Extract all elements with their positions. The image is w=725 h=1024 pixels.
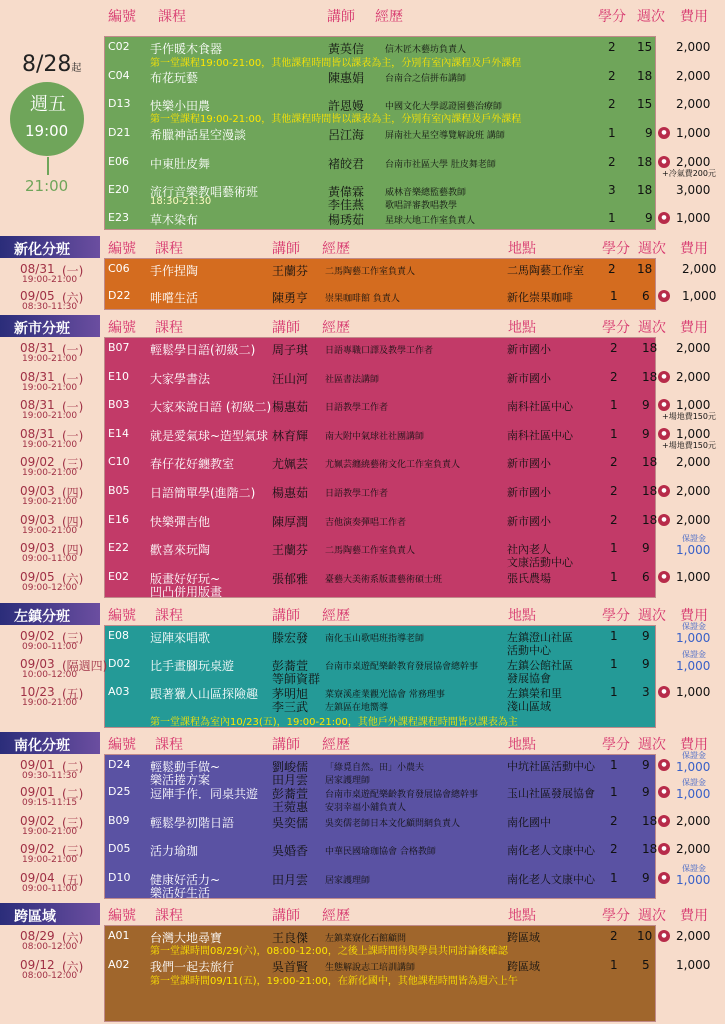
time: 09:00-11:00 (22, 554, 78, 565)
teacher-2: 李三武 (272, 700, 309, 714)
schedule-page: 編號 課程 講師 經歷 學分 週次 費用 8/28起 週五 19:00 21:00 C02 手作暖木食器 黃英信 信木匠木藝坊負責人 2 15 2,000 第一堂課程19:00-21:00，其他課程時間皆以課表為主，分別有室內課程及戶外課程 C04 布花玩藝 陳惠娟 台南合之信拼布講師 2 18 2,000 D13 快樂小田農 許恩嫚 中國文化大學認證園藝治療師 2 15 2,000 第一堂課程19:00-21:00，其他課程時間皆以課表為主，分別有室內課程及戶外課程 D21 希臘神話星空漫談 呂江海 屏南社大星空導覽解說班 講師 1 9 ● 1,000 E06 中東肚皮舞 褚皎君 台南市社區大學 肚皮舞老師 2 18 ● 2,000 +冷氣費200元 E20 流行音樂教唱藝術班 18:30-21:30 黃偉霖 李佳燕 威林音樂總監藝教師 歌唱評審教唱教學 3 18 3,000 E23 草木染布 楊琇茹 星球大地工作室負責人 1 9 ● 1,000 新化分班 編號 課程 講師 經歷 地點 學分 週次 費用 08/31 (一) 19:00-21:00 C06 手作捏陶 王蘭芬 二馬陶藝工作室負責人 二馬陶藝工作室 2 18 2,000 09/05 (六) 08:30-11:30 D22 啡嚐生活 陳勇亨 崇果咖啡館 負責人 新化崇果咖啡 1 6 ● 1,000 新市分班 編號 課程 講師 經歷 地點 學分 週次 費用 08/31 (一) 19:00-21:00 B07 輕鬆學日語(初級二) 周子琪 日語專職口譯及教學工作者 新市國小 2 18 2,000 08/31 (一) 19:00-21:00 E10 大家學書法 汪山河 社區書法講師 新市國小 2 18 2,000 ● 08/31 (一) 19:00-21:00 B03 大家來說日語 (初級二) 楊惠茹 日語教學工作者 南科社區中心 1 9 1,000 +場地費150元 ● 08/31 (一) 19:00-21:00 E14 就是愛氣球~造型氣球 林育輝 南大附中氣球社社團講師 南科社區中心 1 9 1,000 +場地費150元 ● 09/02 (三) 19:00-21:00 C10 春仔花好纏教室 尤姵芸 尤姵芸纏繞藝術文化工作室負責人 新市國小 2 18 2,000 09/03 (四) 19:00-21:00 B05 日語簡單學(進階二) 楊惠茹 日語教學工作者 新市國小 2 18 2,000 ● 09/03 (四) 19:00-21:00 E16 快樂彈吉他 陳厚潤 吉他演奏彈唱工作者 新市國小 2 18 2,000 ● 09/03 (四) 09:00-11:00 E22 歡喜來玩陶 王蘭芬 二馬陶藝工作室負責人 社內老人 文康活動中心 1 9 保證金 1,000 09/05 (六) 09:00-12:00 E02 版畫好好玩~ 凹凸併用版畫 張郁雅 臺藝大美術系版畫藝術碩士班 張氏農場 1 6 1,000 ● 左鎮分班 編號 課程 講師 經歷 地點 學分 週次 費用 09/02 (三) 09:00-11:00 E08 逗陣來唱歌 滕宏發 南化玉山歌唱班指導老師 左鎮澄山社區 活動中心 1 9 保證金 1,000 09/03 (隔週四) 10:00-12:00 D02 比手畫腳玩桌遊 彭蕎萱 等師資群 台南市桌遊配樂齡教育發展協會總幹事 左鎮公館社區 發展協會 1 9 保證金 1,000 10/23 (五) 19:00-21:00 A03 跟著獵人山區探險趣 茅明旭 李三武 菜寮溪產業觀光協會 常務理事 左鎮區在地嚮導 左鎮榮和里 淺山區域 1 3 1,000 ● 第一堂課程為室內10/23(五)，19:00-21:00，其他戶外課程課程時間皆以課表為主 南化分班 編號 課程 講師 經歷 地點 學分 週次 費用 09/01 (二) 09:30-11:30 D24 輕鬆動手做~ 樂活捲方案 劉峻儒 田月雲 「綠覓自然。田」小農夫 居家護理師 中坑社區活動中心 1 9 保證金 1,000 ● 09/01 (二) 09:15-11:15 D25 逗陣手作．同桌共遊 彭蕎萱 王菀惠 台南市桌遊配樂齡教育發展協會總幹事 安羽幸福小舖負責人 玉山社區發展協會 1 9 保證金 1,000 ● 09/02 (三) 19:00-21:00 B09 輕鬆學初階日語 吳奕儒 吳奕儒老師日本文化顧問網負責人 南化國中 2 18 2,000 ● 09/02 (三) 19:00-21:00 D05 活力瑜珈 吳婚香 中華民國瑜珈協會 合格教師 南化老人文康中心 2 18 2,000 ● 09/04 (五) 09:00-11:00 D10 健康好活力~ 樂活好生活 田月雲 居家護理師 南化老人文康中心 1 9 保證金 1,000 ● 跨區域 編號 課程 講師 經歷 地點 學分 週次 費用 08/29 (六) 08:00-12:00 A01 台灣大地尋寶 王良傑 左鎮菜寮化石館顧問 跨區域 2 10 ● 2,000 第一堂課時間08/29(六)，08:00-12:00，之後上課時間待與學員共同討論後確認 09/12 (六) 08:00-12:00 A02 我們一起去旅行 吳首賢 生態解說志工培訓講師 跨區域 1 5 1,000 第一堂課時間09/11(五)，19:00-21:00，在新化國中，其他課程時間皆為週六上午 (0, 0, 725, 1024)
weekday: (二) (62, 760, 84, 774)
cross-header: 跨區域 編號 課程 講師 經歷 地點 學分 週次 費用 (0, 903, 725, 925)
weeks: 9 (642, 758, 650, 772)
deposit-label: 保證金 (682, 650, 706, 659)
person-icon: ● (658, 843, 670, 855)
experience: 中華民國瑜珈協會 合格教師 (325, 847, 436, 857)
weekday: (五) (62, 873, 84, 887)
col-credit: 學分 (598, 9, 626, 25)
time: 09:30-11:30 (22, 771, 78, 781)
date: 09/02 (20, 842, 55, 856)
weeks: 18 (642, 369, 658, 384)
course-name: 大家學書法 (150, 371, 211, 386)
place-2: 文康活動中心 (507, 556, 573, 570)
weekday: (隔週四) (62, 659, 108, 673)
course-name: 輕鬆學日語(初級二) (150, 343, 256, 357)
place: 南化國中 (507, 816, 551, 829)
fee-note: +場地費150元 (662, 440, 716, 450)
date: 09/04 (20, 871, 55, 885)
teacher: 張郁雅 (272, 571, 309, 586)
course-code: E08 (108, 629, 129, 642)
weekday: (二) (62, 787, 84, 801)
nanhua-title: 南化分班 (0, 732, 100, 754)
top-note-2: 第一堂課程19:00-21:00，其他課程時間皆以課表為主，分別有室內課程及戶外課程 (150, 114, 522, 125)
zuozhen-header: 左鎮分班 編號 課程 講師 經歷 地點 學分 週次 費用 (0, 603, 725, 625)
place: 南化老人文康中心 (507, 873, 595, 886)
course-code: D24 (108, 758, 131, 771)
weeks: 18 (642, 814, 658, 828)
place: 張氏農場 (507, 571, 551, 585)
top-column-header (0, 0, 725, 24)
fee: 1,000 (676, 569, 711, 584)
date: 09/01 (20, 785, 55, 799)
experience: 吳奕儒老師日本文化顧問網負責人 (325, 819, 461, 829)
course-code: B03 (108, 398, 130, 412)
experience: 南化玉山歌唱班指導老師 (325, 634, 425, 644)
time: 19:00-21:00 (22, 855, 78, 865)
credit: 2 (610, 341, 618, 355)
course-name: 活力瑜珈 (150, 844, 199, 858)
date: 08/31 (20, 369, 55, 384)
top-header (0, 0, 725, 24)
place: 左鎮澄山社區 (507, 631, 573, 644)
xinhua-header: 新化分班 編號 課程 講師 經歷 地點 學分 週次 費用 (0, 236, 725, 258)
deposit-label: 保證金 (682, 778, 706, 787)
person-icon: ● (658, 759, 670, 771)
end-time: 21:00 (25, 177, 69, 195)
course-code: E10 (108, 369, 129, 383)
experience: 吉他演奏彈唱工作者 (325, 517, 407, 528)
zuozhen-section (0, 603, 725, 625)
person-icon: ● (658, 371, 670, 383)
fee: 2,000 (676, 842, 711, 856)
experience: 二馬陶藝工作室負責人 (325, 546, 416, 557)
credit: 1 (610, 569, 618, 584)
teacher: 楊惠茹 (272, 400, 309, 415)
credit: 1 (610, 426, 618, 441)
top-date-block (0, 30, 100, 200)
top-date-suffix: 起 (71, 63, 82, 74)
teacher-2: 王菀惠 (272, 800, 309, 814)
weekday: (四) (62, 543, 84, 558)
course-code: A03 (108, 685, 130, 698)
fee: 1,000 (676, 873, 711, 887)
fee: 2,000 (676, 484, 711, 498)
deposit-label: 保證金 (682, 622, 706, 631)
weeks: 9 (642, 871, 650, 885)
date: 10/23 (20, 685, 55, 699)
xinhua-section (0, 236, 725, 258)
experience: 社區書法講師 (325, 374, 380, 385)
teacher-2: 等師資群 (272, 672, 321, 686)
course-name: 就是愛氣球~造型氣球 (150, 428, 269, 443)
weeks: 18 (642, 484, 658, 498)
experience: 日語教學工作者 (325, 403, 389, 414)
time: 19:00-21:00 (22, 439, 78, 450)
fee: 1,000 (676, 659, 711, 673)
date: 09/03 (20, 541, 55, 556)
date: 09/03 (20, 512, 55, 527)
credit: 2 (610, 369, 618, 384)
fee: 1,000 (676, 631, 711, 645)
weekday: (四) (62, 514, 84, 529)
cross-section (0, 903, 725, 925)
fee: 2,000 (676, 341, 711, 355)
nanhua-header: 南化分班 編號 課程 講師 經歷 地點 學分 週次 費用 (0, 732, 725, 754)
course-name: 輕鬆學初階日語 (150, 816, 235, 830)
col-weeks: 週次 (637, 9, 665, 25)
teacher: 吳婚香 (272, 844, 309, 858)
teacher: 彭蕎萱 (272, 659, 309, 673)
fee: 2,000 (676, 814, 711, 828)
place-2: 淺山區域 (507, 700, 551, 713)
weeks: 18 (642, 455, 658, 470)
credit: 1 (610, 657, 618, 671)
date: 09/05 (20, 569, 55, 584)
cross-note-1: 第一堂課時間08/29(六)，08:00-12:00，之後上課時間待與學員共同討論後確認 (150, 946, 508, 957)
time: 19:00-21:00 (22, 525, 78, 536)
top-note-1: 第一堂課程19:00-21:00，其他課程時間皆以課表為主，分別有室內課程及戶外課程 (150, 58, 522, 69)
experience: 菜寮溪產業觀光協會 常務理事 (325, 690, 445, 700)
teacher: 彭蕎萱 (272, 787, 309, 801)
credit: 2 (610, 842, 618, 856)
col-teacher: 講師 (327, 9, 355, 25)
course-name: 逗陣手作．同桌共遊 (150, 787, 259, 801)
course-code: E14 (108, 426, 129, 440)
col-code: 編號 (108, 9, 136, 25)
course-code: D02 (108, 657, 131, 670)
teacher: 王蘭芬 (272, 543, 309, 558)
credit: 1 (610, 685, 618, 699)
credit: 2 (610, 512, 618, 527)
person-icon: ● (658, 485, 670, 497)
zuozhen-title: 左鎮分班 (0, 603, 100, 625)
course-name: 逗陣來唱歌 (150, 631, 211, 645)
weeks: 9 (642, 426, 650, 441)
place: 南科社區中心 (507, 400, 573, 414)
teacher: 周子琪 (272, 343, 309, 357)
person-icon: ● (658, 156, 670, 168)
place: 新市國小 (507, 457, 551, 471)
person-icon: ● (658, 514, 670, 526)
course-code: E16 (108, 512, 129, 526)
person-icon: ● (658, 815, 670, 827)
date: 08/31 (20, 341, 55, 355)
credit: 1 (610, 398, 618, 413)
place: 左鎮公館社區 (507, 659, 573, 672)
date: 09/02 (20, 629, 55, 643)
deposit-label: 保證金 (682, 751, 706, 760)
fee: 1,000 (676, 760, 711, 774)
person-icon: ● (658, 786, 670, 798)
fee-note: +場地費150元 (662, 412, 716, 422)
person-icon: ● (658, 686, 670, 698)
place: 新市國小 (507, 343, 551, 356)
col-fee: 費用 (680, 9, 708, 25)
place-2: 發展協會 (507, 672, 551, 685)
weekday: 週五 (30, 94, 66, 115)
person-icon: ● (658, 127, 670, 139)
xinshi-section (0, 315, 725, 337)
place: 南化老人文康中心 (507, 844, 595, 857)
course-name-2: 樂活好生活 (150, 886, 211, 900)
cross-note-2: 第一堂課時間09/11(五)，19:00-21:00，在新化國中，其他課程時間皆為週六上午 (150, 976, 518, 987)
course-name: 日語簡單學(進階二) (150, 486, 256, 500)
weeks: 3 (642, 685, 650, 699)
fee: 1,000 (676, 426, 711, 441)
top-date: 8/28 (22, 52, 72, 77)
person-icon: ● (658, 571, 670, 583)
weeks: 18 (642, 842, 658, 856)
date: 08/31 (20, 398, 55, 413)
place: 南科社區中心 (507, 428, 573, 442)
date: 09/02 (20, 455, 55, 470)
person-icon: ● (658, 872, 670, 884)
cross-title: 跨區域 (0, 903, 100, 925)
course-code: B05 (108, 484, 130, 497)
fee: 2,000 (676, 455, 711, 470)
experience: 台南市桌遊配樂齡教育發展協會總幹事 (325, 662, 479, 672)
start-time: 19:00 (25, 122, 69, 140)
fee: 1,000 (676, 543, 711, 558)
time: 09:00-11:00 (22, 884, 78, 894)
place-2: 活動中心 (507, 644, 551, 657)
course-code: B07 (108, 341, 130, 354)
teacher: 尤姵芸 (272, 457, 309, 472)
time: 09:00-11:00 (22, 642, 78, 652)
weekday: (六) (62, 571, 84, 586)
nanhua-section (0, 732, 725, 754)
course-code: C10 (108, 455, 130, 469)
teacher: 滕宏發 (272, 631, 309, 645)
time: 09:00-12:00 (22, 582, 78, 593)
place: 新市國小 (507, 371, 551, 385)
deposit-label: 保證金 (682, 864, 706, 873)
weekday: (一) (62, 371, 84, 386)
xinshi-title: 新市分班 (0, 315, 100, 337)
experience: 尤姵芸纏繞藝術文化工作室負責人 (325, 460, 461, 471)
date: 09/01 (20, 758, 55, 772)
experience: 「綠覓自然。田」小農夫 (325, 763, 425, 773)
course-code: E02 (108, 569, 129, 583)
course-name: 輕鬆動手做~ (150, 760, 221, 774)
weeks: 9 (642, 657, 650, 671)
fee: 2,000 (676, 512, 711, 527)
experience-2: 左鎮區在地嚮導 (325, 703, 389, 713)
credit: 1 (610, 541, 618, 556)
course-name: 跟著獵人山區探險趣 (150, 687, 259, 701)
col-course: 課程 (158, 9, 186, 25)
date: 08/31 (20, 426, 55, 441)
course-name-2: 樂活捲方案 (150, 773, 211, 787)
course-code: D25 (108, 785, 131, 798)
fee: 1,000 (676, 685, 711, 699)
xinshi-header: 新市分班 編號 課程 講師 經歷 地點 學分 週次 費用 (0, 315, 725, 337)
teacher: 田月雲 (272, 873, 309, 887)
credit: 2 (610, 455, 618, 470)
new-icon: ● (658, 290, 670, 302)
time: 19:00-21:00 (22, 468, 78, 479)
col-exp: 經歷 (375, 9, 403, 25)
time: 19:00-21:00 (22, 698, 78, 708)
credit: 2 (610, 814, 618, 828)
course-name-2: 凹凸併用版畫 (150, 584, 223, 599)
weeks: 9 (642, 541, 650, 556)
place: 左鎮榮和里 (507, 687, 562, 700)
weeks: 9 (642, 629, 650, 643)
weeks: 9 (642, 785, 650, 799)
experience: 日語教學工作者 (325, 489, 389, 499)
experience: 日語專職口譯及教學工作者 (325, 346, 434, 356)
time: 19:00-21:00 (22, 497, 78, 507)
time: 09:15-11:15 (22, 798, 78, 808)
course-name: 健康好活力~ (150, 873, 221, 887)
time: 19:00-21:00 (22, 411, 78, 422)
weekday: (五) (62, 687, 84, 701)
weeks: 9 (642, 398, 650, 413)
credit: 1 (610, 785, 618, 799)
person-icon: ● (658, 930, 670, 942)
teacher: 楊惠茹 (272, 486, 309, 500)
xinhua-title: 新化分班 (0, 236, 100, 258)
credit: 1 (610, 758, 618, 772)
course-name: 版畫好好玩~ (150, 571, 221, 586)
course-code: D10 (108, 871, 131, 884)
course-code: D05 (108, 842, 131, 855)
place: 新市國小 (507, 486, 551, 499)
course-name: 大家來說日語 (初級二) (150, 400, 272, 415)
course-name: 快樂彈吉他 (150, 514, 211, 529)
person-icon: ● (658, 399, 670, 411)
place: 新市國小 (507, 514, 551, 528)
teacher-2: 田月雲 (272, 773, 309, 787)
person-icon: ● (658, 428, 670, 440)
date: 09/03 (20, 657, 55, 671)
deposit-label: 保證金 (682, 534, 706, 544)
teacher: 林育輝 (272, 428, 309, 443)
weekday: (四) (62, 486, 84, 500)
credit: 1 (610, 629, 618, 643)
time: 19:00-21:00 (22, 354, 78, 364)
credit: 1 (610, 871, 618, 885)
teacher: 劉峻儒 (272, 760, 309, 774)
zuozhen-note: 第一堂課程為室內10/23(五)，19:00-21:00，其他戶外課程課程時間皆以課表為主 (150, 717, 518, 728)
experience: 居家護理師 (325, 876, 371, 886)
date: 09/02 (20, 814, 55, 828)
teacher: 茅明旭 (272, 687, 309, 701)
time: 10:00-12:00 (22, 670, 78, 680)
time: 19:00-21:00 (22, 382, 78, 393)
place: 中坑社區活動中心 (507, 760, 595, 773)
fee: 2,000 (676, 369, 711, 384)
person-icon: ● (658, 212, 670, 224)
weekday: (三) (62, 457, 84, 472)
weekday: (一) (62, 400, 84, 415)
teacher: 汪山河 (272, 371, 309, 386)
teacher: 吳奕儒 (272, 816, 309, 830)
experience: 南大附中氣球社社團講師 (325, 431, 425, 442)
course-code: E22 (108, 541, 129, 555)
time: 19:00-21:00 (22, 827, 78, 837)
weekday: (三) (62, 816, 84, 830)
place: 玉山社區發展協會 (507, 787, 595, 800)
weeks: 6 (642, 569, 650, 584)
date: 09/03 (20, 484, 55, 498)
experience-2: 居家護理師 (325, 776, 371, 786)
experience: 台南市桌遊配樂齡教育發展協會總幹事 (325, 790, 479, 800)
fee: 1,000 (676, 398, 711, 413)
weekday: (三) (62, 844, 84, 858)
experience: 臺藝大美術系版畫藝術碩士班 (325, 574, 443, 585)
course-code: B09 (108, 814, 130, 827)
weekday: (三) (62, 631, 84, 645)
weeks: 18 (642, 341, 658, 355)
weekday: (一) (62, 428, 84, 443)
credit: 2 (610, 484, 618, 498)
time-divider (47, 157, 49, 175)
course-name: 比手畫腳玩桌遊 (150, 659, 235, 673)
course-name: 春仔花好纏教室 (150, 457, 235, 472)
teacher: 陳厚潤 (272, 514, 309, 529)
experience-2: 安羽幸福小舖負責人 (325, 803, 407, 813)
weeks: 18 (642, 512, 658, 527)
weekday: (一) (62, 343, 84, 357)
place: 社內老人 (507, 543, 551, 557)
course-name: 歡喜來玩陶 (150, 543, 211, 558)
fee: 1,000 (676, 787, 711, 801)
